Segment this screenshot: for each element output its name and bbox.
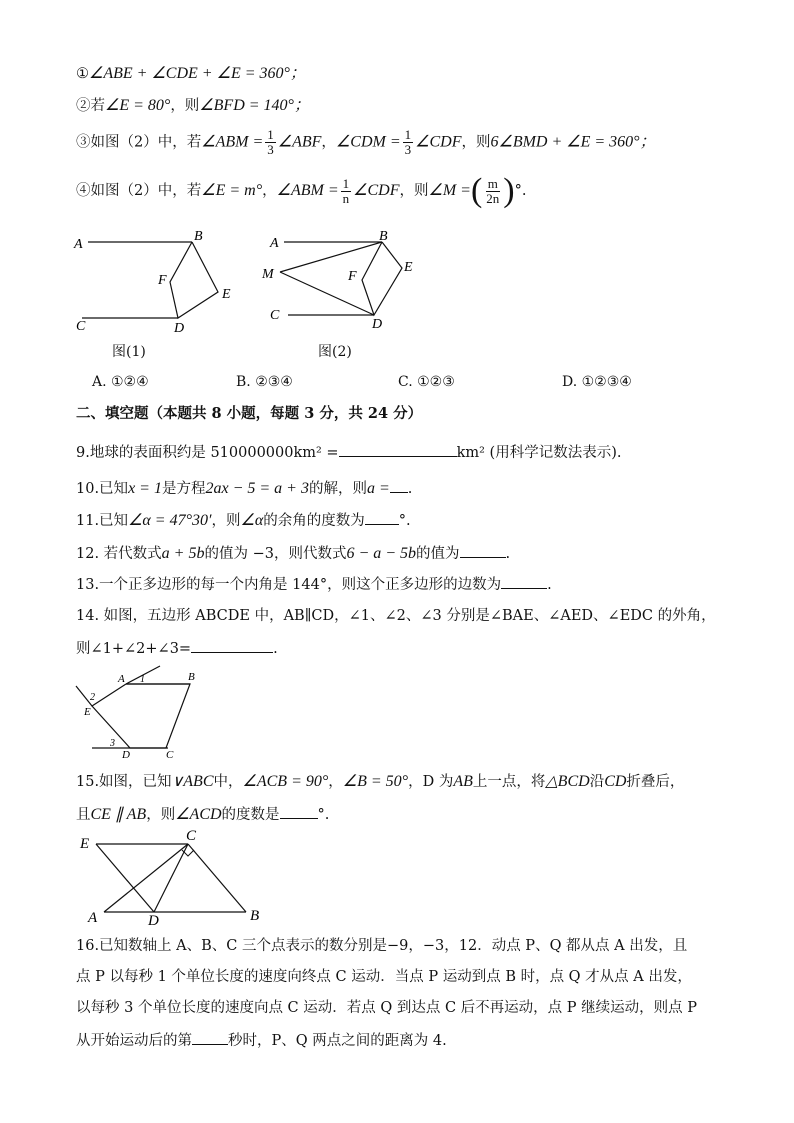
label-D: D bbox=[174, 321, 185, 336]
q15-ab: AB bbox=[453, 773, 473, 790]
fraction-m-over-2n: $\frac{m}{2n}$ bbox=[486, 175, 500, 206]
statement-1-number: ① bbox=[76, 66, 89, 82]
q15-mid1: 中， bbox=[213, 774, 243, 790]
q10-mid: 是方程 bbox=[161, 481, 206, 497]
q10-equation: 2ax − 5 = a + 3 bbox=[205, 480, 309, 497]
figure-q14 bbox=[72, 660, 202, 760]
q11-alpha: ∠α bbox=[240, 512, 264, 529]
question-12 bbox=[76, 543, 510, 564]
question-13 bbox=[76, 574, 552, 595]
q15-along: 沿 bbox=[589, 774, 605, 790]
q15-cd: CD bbox=[604, 773, 627, 790]
question-16-line-2: 点 P 以每秒 1 个单位长度的速度向终点 C 运动．当点 P 运动到点 B 时，点 Q 才从点 A 出发， bbox=[76, 969, 692, 985]
q15-bcd: △BCD bbox=[545, 773, 590, 790]
q10-a: a = bbox=[366, 480, 390, 497]
statement-2-condition: ∠E = 80° bbox=[105, 97, 171, 114]
label-A: A bbox=[74, 237, 83, 252]
label-E: E bbox=[222, 287, 231, 302]
q15-label-D: D bbox=[148, 913, 159, 926]
q15-label-A: A bbox=[88, 910, 98, 926]
statement-3-abf: ∠ABF bbox=[277, 133, 322, 151]
q14-label-E: E bbox=[84, 706, 91, 718]
separator: ， bbox=[321, 134, 336, 151]
question-14-line-2 bbox=[76, 638, 278, 659]
q15-triangle: ∨ABC bbox=[171, 773, 214, 790]
q11-prefix: 11.已知 bbox=[76, 513, 129, 529]
q11-angle: ∠α = 47°30′ bbox=[128, 512, 212, 529]
question-16-line-3: 以每秒 3 个单位长度的速度向点 C 运动．若点 Q 到达点 C 后不再运动，点 P 继续运动，则点 P bbox=[76, 1000, 698, 1016]
statement-3-result: 6∠BMD + ∠E = 360°； bbox=[490, 133, 656, 151]
q14-label-B: B bbox=[188, 671, 195, 683]
label-B: B bbox=[194, 229, 203, 244]
label-M: M bbox=[262, 267, 274, 282]
q14-label-A: A bbox=[118, 673, 125, 685]
option-d[interactable]: D. ①②③④ bbox=[562, 374, 632, 390]
q14-label-C: C bbox=[166, 749, 174, 760]
question-11 bbox=[76, 510, 411, 531]
fraction-one-third-a: $\frac{1}{3}$ bbox=[267, 127, 274, 157]
question-15-line-2 bbox=[76, 804, 329, 825]
statement-4-then: ，则 bbox=[399, 183, 429, 199]
question-15-line-1 bbox=[76, 772, 684, 792]
figure-1 bbox=[70, 228, 240, 368]
q15-parallel: CE ∥ AB bbox=[90, 806, 147, 823]
question-10 bbox=[76, 478, 412, 499]
q15-mid3: 上一点，将 bbox=[472, 774, 546, 790]
paren-close: ) bbox=[503, 172, 515, 209]
q15-label-E: E bbox=[80, 836, 90, 852]
statement-3-cdm: ∠CDM = bbox=[335, 133, 401, 151]
q14-label-D: D bbox=[122, 749, 130, 760]
q15-acd: ∠ACD bbox=[175, 806, 222, 823]
label-F: F bbox=[158, 273, 167, 288]
fraction-one-over-n: $\frac{1}{n}$ bbox=[342, 175, 350, 206]
q16-tail: 秒时，P、Q 两点之间的距离为 4. bbox=[228, 1033, 447, 1049]
q12-end: . bbox=[505, 546, 511, 562]
statement-4-end: °. bbox=[514, 183, 527, 199]
label-E-2: E bbox=[404, 260, 413, 275]
statement-1 bbox=[76, 64, 306, 84]
label-F-2: F bbox=[348, 269, 357, 284]
q9-answer-blank[interactable] bbox=[339, 442, 457, 457]
q14-label-3: 3 bbox=[110, 738, 115, 749]
q12-tail: 的值为 bbox=[416, 546, 460, 562]
statement-2-mid: ，则 bbox=[170, 98, 200, 114]
q12-prefix: 12. 若代数式 bbox=[76, 546, 162, 562]
statement-4-m: ∠M = bbox=[428, 182, 471, 199]
statement-1-expr: ∠ABE + ∠CDE + ∠E = 360°； bbox=[89, 65, 306, 82]
q11-then: ，则 bbox=[211, 513, 241, 529]
q14-text: 则∠1+∠2+∠3= bbox=[76, 641, 192, 657]
label-D-2: D bbox=[372, 317, 383, 332]
paren-open: ( bbox=[470, 172, 483, 209]
statement-4-prefix: ④如图（2）中，若 bbox=[76, 183, 202, 199]
statement-3-abm: ∠ABM = bbox=[201, 133, 264, 151]
statement-4-condition: ∠E = m° bbox=[201, 182, 263, 199]
q11-answer-blank[interactable] bbox=[365, 510, 399, 525]
q15-and: 且 bbox=[76, 807, 91, 823]
figure-q15 bbox=[74, 826, 274, 926]
question-16-line-4 bbox=[76, 1030, 447, 1051]
q14-label-2: 2 bbox=[90, 692, 95, 703]
q15-label-C: C bbox=[186, 828, 197, 844]
q15-mid2: ，D 为 bbox=[408, 774, 454, 790]
q12-expr1: a + 5b bbox=[161, 545, 205, 562]
statement-3-cdf: ∠CDF bbox=[415, 133, 462, 151]
q10-answer-blank[interactable] bbox=[390, 478, 408, 493]
figure-2 bbox=[258, 226, 428, 336]
statement-4-cdf: ∠CDF bbox=[353, 182, 400, 199]
q14-label-1: 1 bbox=[140, 674, 145, 685]
q15-prefix: 15.如图，已知 bbox=[76, 774, 172, 790]
q16-answer-blank[interactable] bbox=[192, 1030, 228, 1045]
label-C-2: C bbox=[270, 308, 280, 323]
q16-prefix: 从开始运动后的第 bbox=[76, 1033, 192, 1049]
statement-3-then: ，则 bbox=[461, 134, 491, 151]
q13-text: 13.一个正多边形的每一个内角是 144°，则这个正多边形的边数为 bbox=[76, 577, 502, 593]
q9-text: 9.地球的表面积约是 510000000km² = bbox=[76, 445, 339, 461]
statement-3-prefix: ③如图（2）中，若 bbox=[76, 134, 202, 151]
option-c[interactable]: C. ①②③ bbox=[398, 374, 455, 390]
fraction-one-third-b: $\frac{1}{3}$ bbox=[404, 127, 412, 157]
statement-2-result: ∠BFD = 140°； bbox=[199, 97, 310, 114]
figure-2-caption: 图(2) bbox=[318, 344, 352, 360]
q12-expr2: 6 − a − 5b bbox=[346, 545, 417, 562]
q14-end: . bbox=[273, 641, 278, 657]
q13-answer-blank[interactable] bbox=[501, 574, 547, 589]
statement-4-abm: ∠ABM = bbox=[276, 182, 339, 199]
q11-mid: 的余角的度数为 bbox=[263, 513, 365, 529]
section-2-title: 二、填空题（本题共 8 小题，每题 3 分，共 24 分） bbox=[76, 405, 423, 422]
statement-4 bbox=[76, 172, 527, 209]
label-C: C bbox=[76, 319, 86, 334]
q10-prefix: 10.已知 bbox=[76, 481, 129, 497]
q12-mid: 的值为 −3，则代数式 bbox=[204, 546, 347, 562]
q15-end: °. bbox=[317, 807, 330, 823]
q10-end: . bbox=[407, 481, 413, 497]
q15-answer-blank[interactable] bbox=[280, 804, 318, 819]
q10-then: 的解，则 bbox=[308, 481, 367, 497]
q11-end: °. bbox=[398, 513, 411, 529]
question-14-line-1: 14. 如图，五边形 ABCDE 中，AB∥CD，∠1、∠2、∠3 分别是∠BAE、∠AED、∠EDC 的外角， bbox=[76, 608, 716, 624]
label-A-2: A bbox=[270, 236, 279, 251]
q10-x: x = 1 bbox=[128, 480, 162, 497]
q15-degree-text: 的度数是 bbox=[221, 807, 280, 823]
question-9 bbox=[76, 442, 621, 463]
q13-end: . bbox=[547, 577, 552, 593]
q15-sep1: ， bbox=[328, 774, 343, 790]
q15-fold: 折叠后， bbox=[626, 774, 685, 790]
question-16-line-1: 16.已知数轴上 A、B、C 三个点表示的数分别是−9，−3，12．动点 P、Q 都从点 A 出发，且 bbox=[76, 938, 688, 954]
q15-label-B: B bbox=[250, 908, 260, 924]
q15-acb: ∠ACB = 90° bbox=[242, 773, 329, 790]
q15-then: ，则 bbox=[146, 807, 176, 823]
option-b[interactable]: B. ②③④ bbox=[236, 374, 293, 390]
figure-1-caption: 图(1) bbox=[112, 344, 146, 360]
statement-3 bbox=[76, 128, 656, 157]
q9-text-tail: km² (用科学记数法表示). bbox=[456, 445, 622, 461]
statement-2 bbox=[76, 96, 310, 116]
q15-b: ∠B = 50° bbox=[342, 773, 409, 790]
statement-2-prefix: ②若 bbox=[76, 98, 105, 114]
q12-answer-blank[interactable] bbox=[460, 543, 506, 558]
label-B-2: B bbox=[379, 229, 388, 244]
option-a[interactable]: A. ①②④ bbox=[92, 374, 149, 390]
q14-answer-blank[interactable] bbox=[191, 638, 273, 653]
separator: ， bbox=[262, 183, 277, 199]
